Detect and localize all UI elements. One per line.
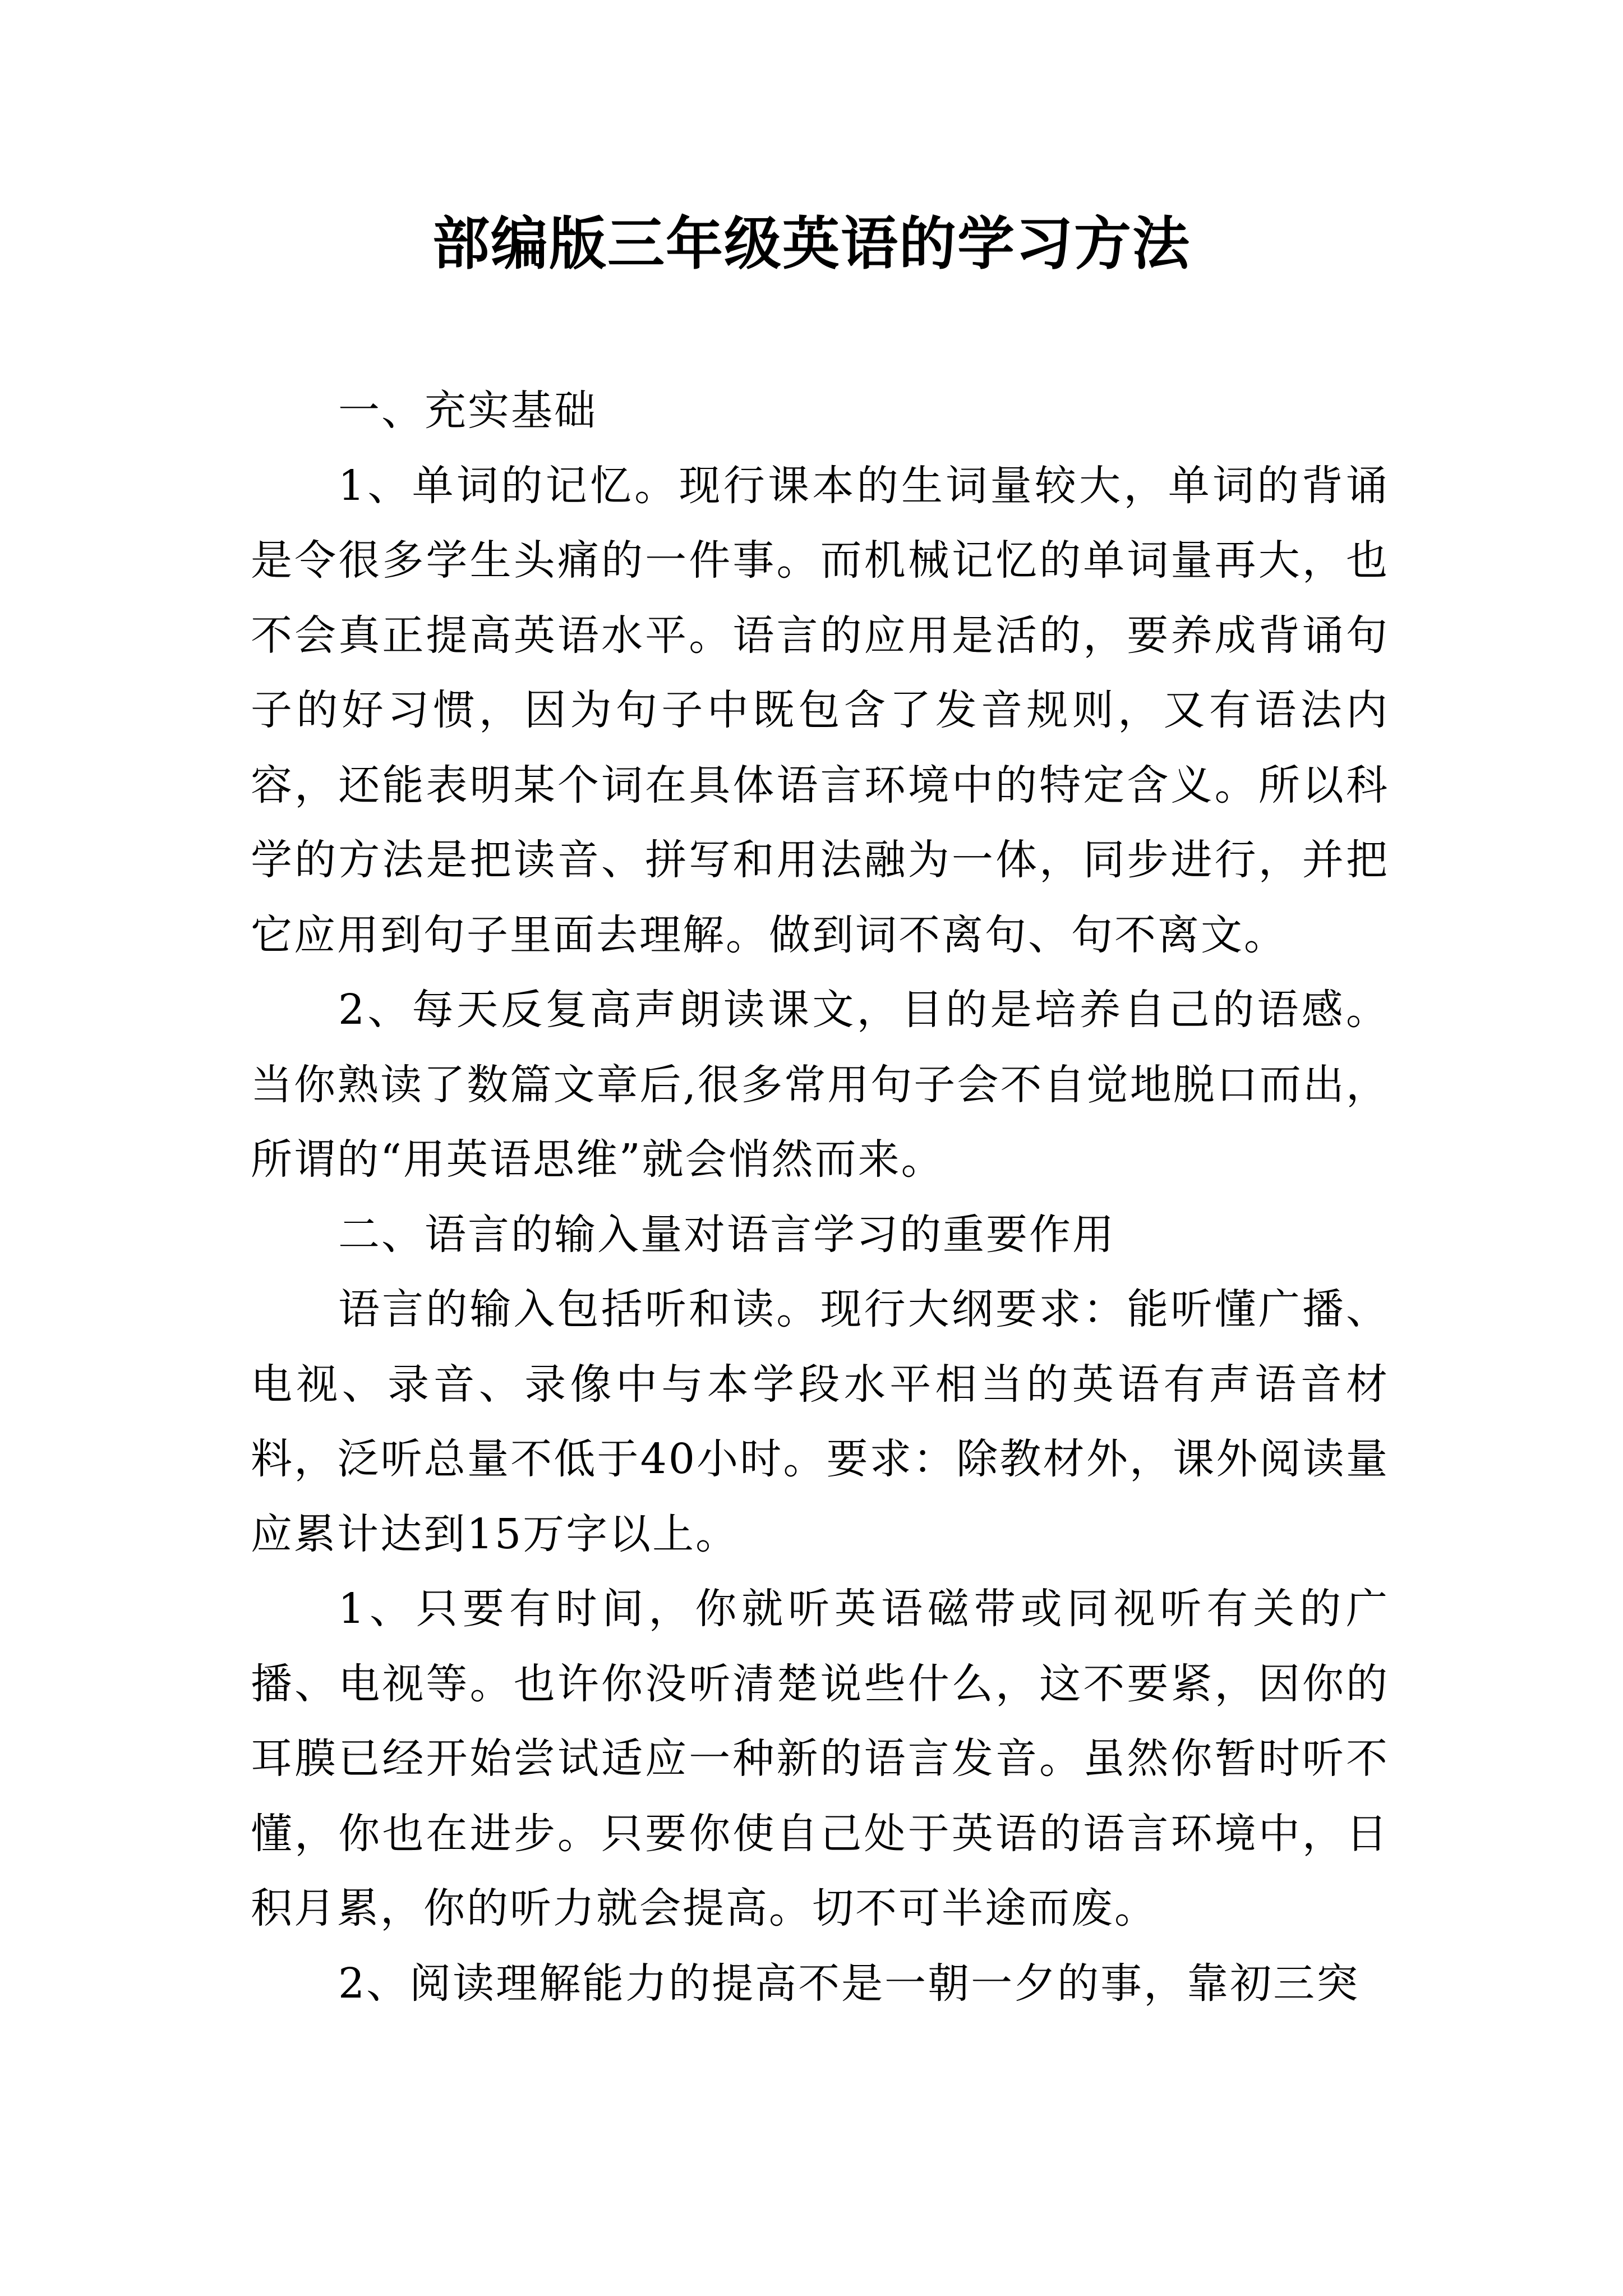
section-heading-1: 一、充实基础 [338,386,597,435]
document-body [251,374,1389,2021]
section-heading-2: 二、语言的输入量对语言学习的重要作用 [338,1210,1115,1259]
paragraph-listening: 1、只要有时间，你就听英语磁带或同视听有关的广播、电视等。也许你没听清楚说些什么，这不要紧，因你的耳膜已经开始尝试适应一种新的语言发音。虽然你暂时听不懂，你也在进步。只要你使自己处于英语的语言环境中，日积月累，你的听力就会提高。切不可半途而废。 [251,1585,1389,1932]
document-title: 部编版三年级英语的学习方法 [432,210,1191,278]
paragraph-language-input: 语言的输入包括听和读。现行大纲要求：能听懂广播、电视、录音、录像中与本学段水平相当的英语有声语音材料，泛听总量不低于40小时。要求：除教材外，课外阅读量应累计达到15万字以上。 [251,1285,1389,1558]
paragraph-reading-comprehension: 2、阅读理解能力的提高不是一朝一夕的事，靠初三突 [338,1959,1360,2008]
paragraph-reading-aloud: 2、每天反复高声朗读课文，目的是培养自己的语感。当你熟读了数篇文章后,很多常用句子会不自觉地脱口而出，所谓的“用英语思维”就会悄然而来。 [251,986,1389,1184]
paragraph-word-memory: 1、单词的记忆。现行课本的生词量较大，单词的背诵是令很多学生头痛的一件事。而机械记忆的单词量再大，也不会真正提高英语水平。语言的应用是活的，要养成背诵句子的好习惯，因为句子中既包含了发音规则，又有语法内容，还能表明某个词在具体语言环境中的特定含义。所以科学的方法是把读音、拼写和用法融为一体，同步进行，并把它应用到句子里面去理解。做到词不离句、句不离文。 [251,461,1389,959]
